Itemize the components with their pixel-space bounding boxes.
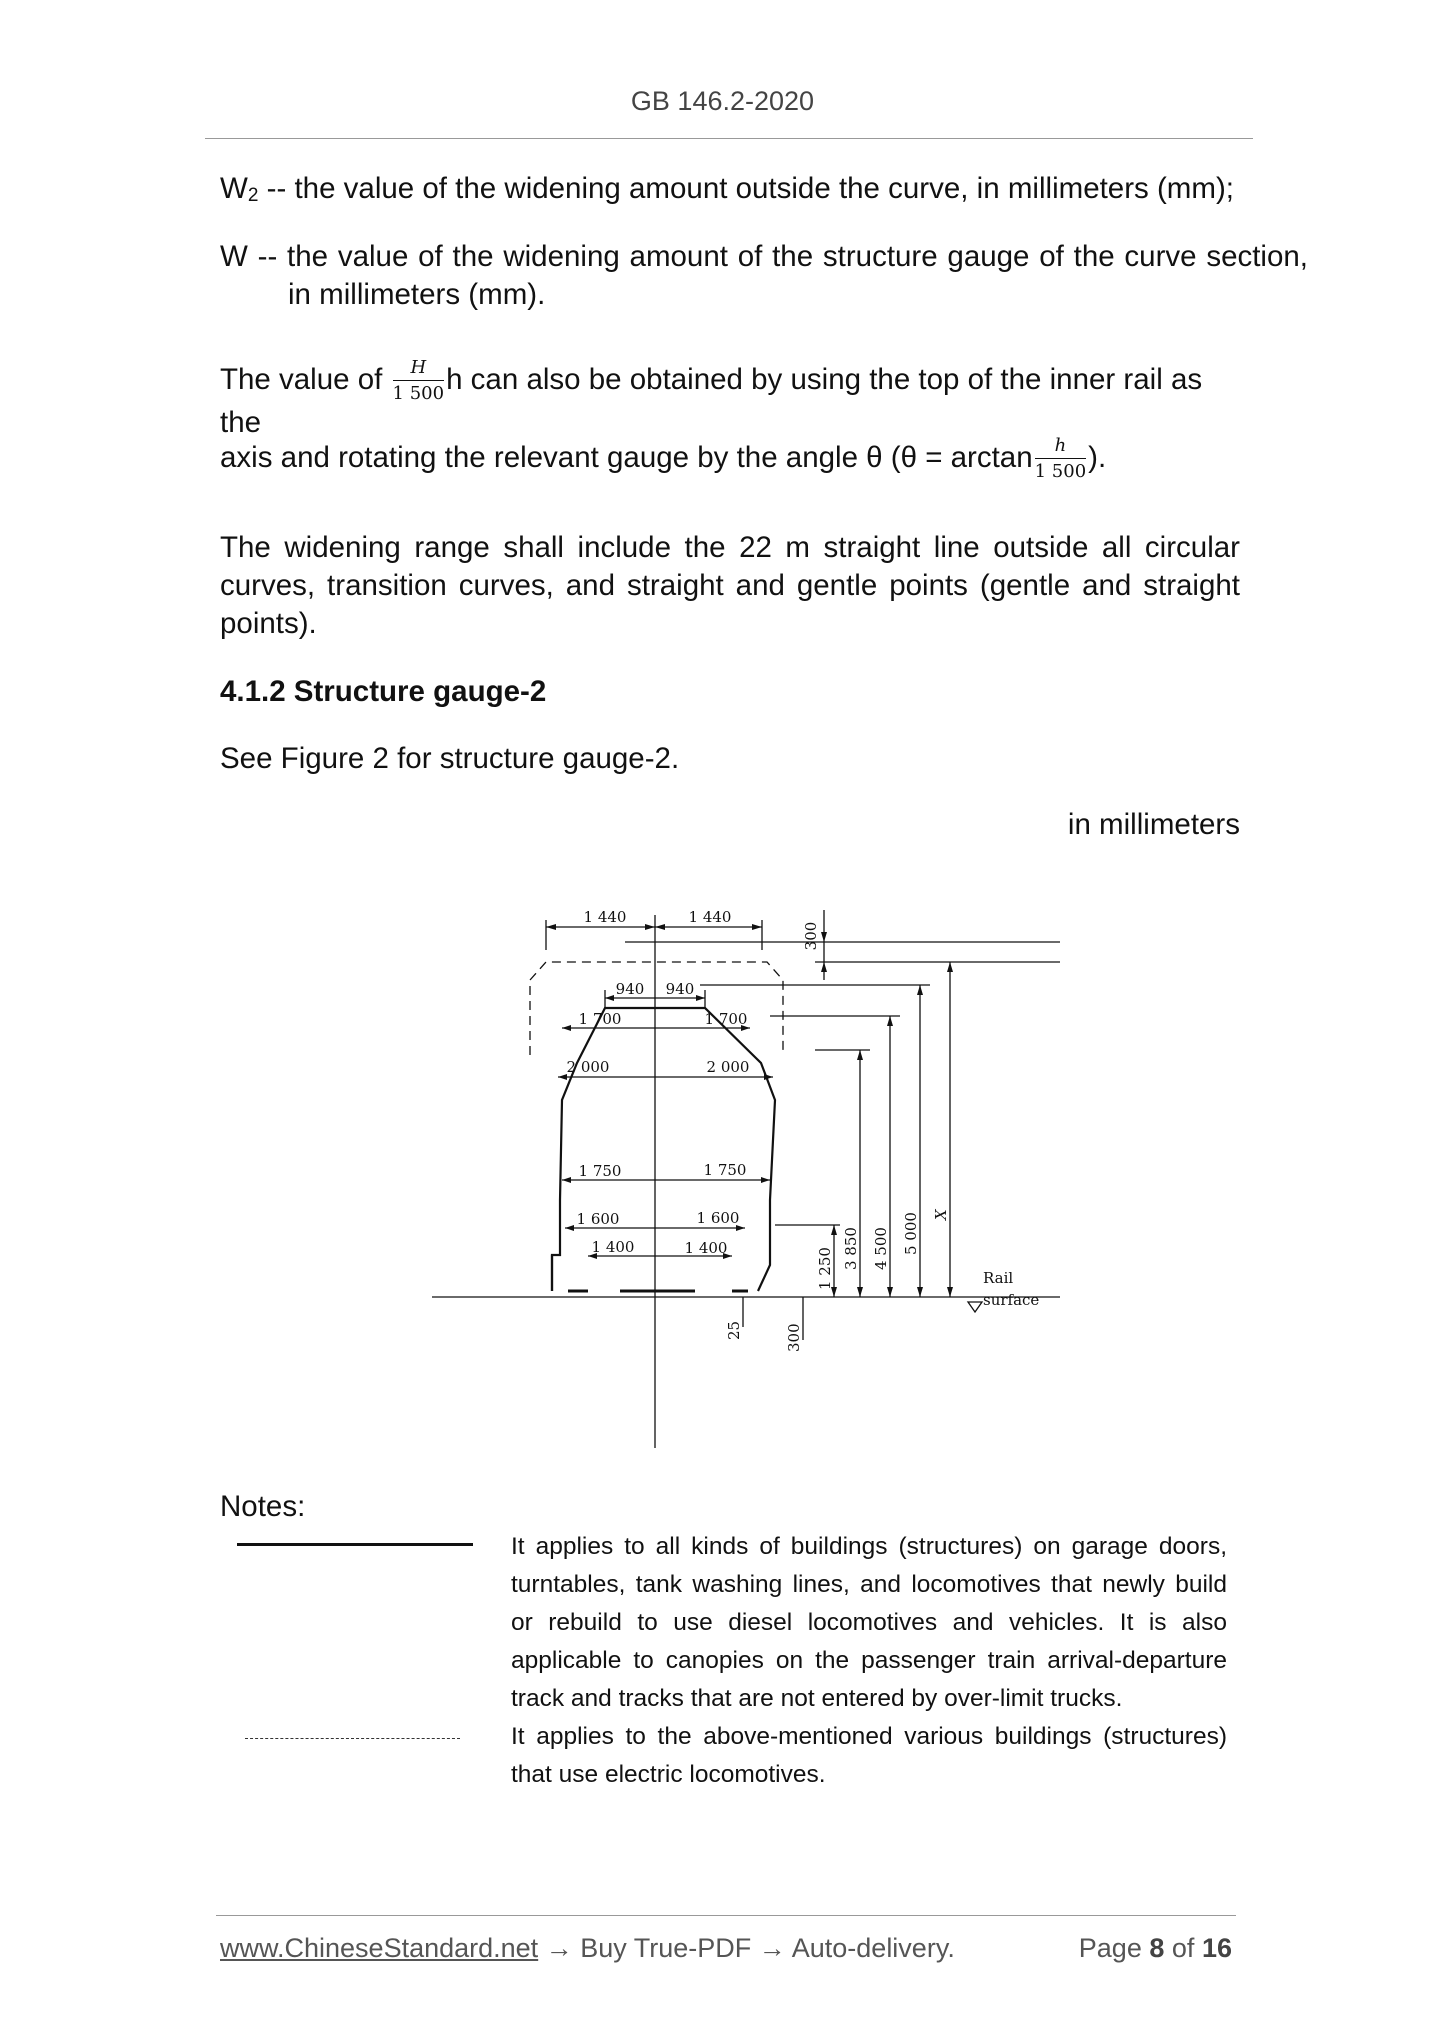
dim-base-left: 1 400 <box>591 1238 635 1256</box>
w2-subscript: 2 <box>247 185 259 206</box>
fraction-small-h-over-1500 <box>1035 436 1087 482</box>
fraction-numerator: H <box>393 358 445 381</box>
axis-paragraph <box>220 436 1240 482</box>
dim-below-25: 25 <box>725 1320 743 1340</box>
legend-solid-line <box>237 1543 473 1546</box>
document-header: GB 146.2-2020 <box>630 86 815 116</box>
axis-text-after: ). <box>1088 440 1107 474</box>
footer-divider <box>216 1915 1236 1916</box>
dim-lower-left: 1 750 <box>578 1162 622 1180</box>
rail-surface-marker <box>968 1302 982 1312</box>
fraction-h-over-1500 <box>393 358 445 404</box>
note-solid-line-text: It applies to all kinds of buildings (structures) on garage doors, turntables, tank washing lines, and locomotives that newly build or rebuild to use diesel locomotives and vehicles. It is also applicable to canopies on the passenger train arrival-departure track and tracks that are not entered by over-limit trucks. <box>511 1533 1227 1712</box>
w2-text: -- the value of the widening amount outside the curve, in millimeters (mm); <box>258 172 1234 205</box>
header-divider <box>205 138 1253 139</box>
fraction-denominator: 1 500 <box>1034 461 1087 482</box>
dim-top-left: 1 440 <box>583 908 627 926</box>
website-link[interactable]: www.ChineseStandard.net <box>220 1933 539 1963</box>
dim-below-300: 300 <box>785 1323 803 1352</box>
widening-range-paragraph: The widening range shall include the 22 m straight line outside all circular curves, transition curves, and straight and gentle points (gentle and straight points). <box>220 531 1240 640</box>
page-number: 8 <box>1149 1933 1165 1963</box>
rail-label-line1: Rail <box>983 1269 1014 1287</box>
gauge-outline-solid <box>552 1008 775 1291</box>
w2-symbol: W <box>220 172 248 205</box>
see-figure-text: See Figure 2 for structure gauge-2. <box>220 742 680 775</box>
dim-top-clearance: 300 <box>802 921 820 951</box>
unit-note: in millimeters <box>1067 808 1240 841</box>
dim-platform-right: 1 600 <box>696 1209 740 1227</box>
dim-base-right: 1 400 <box>684 1239 728 1257</box>
dim-lower-right: 1 750 <box>703 1161 747 1179</box>
dim-roof-right: 940 <box>665 980 695 998</box>
dim-height-3850: 3 850 <box>842 1227 860 1270</box>
dim-height-5000: 5 000 <box>902 1212 920 1255</box>
of-label: of <box>1171 1933 1195 1963</box>
w2-definition <box>220 170 1240 215</box>
note-dashed-line-text: It applies to the above-mentioned various buildings (structures) that use electric locomotives. <box>511 1723 1227 1788</box>
footer-tagline: → Buy True-PDF → Auto-delivery. <box>538 1933 955 1963</box>
page-footer <box>220 1933 1232 1964</box>
value-paragraph <box>220 358 1240 442</box>
page-label: Page <box>1078 1933 1142 1963</box>
fraction-numerator: h <box>1035 436 1087 459</box>
legend-dashed-line <box>245 1738 460 1739</box>
structure-gauge-figure <box>420 880 1070 1460</box>
page-indicator <box>1079 1933 1232 1964</box>
dim-height-x: X <box>932 1209 950 1220</box>
dim-shoulder-left: 1 700 <box>578 1010 622 1028</box>
dim-shoulder-right: 1 700 <box>704 1010 748 1028</box>
dim-platform-left: 1 600 <box>576 1210 620 1228</box>
axis-text-before: axis and rotating the relevant gauge by the angle θ (θ = arctan <box>220 440 1033 474</box>
dim-wall-right: 2 000 <box>706 1058 750 1076</box>
dim-height-4500: 4 500 <box>872 1227 890 1270</box>
value-text-before: The value of <box>220 362 391 396</box>
rail-label-line2: surface <box>983 1291 1040 1309</box>
value-text-after: h can also be obtained by using the top of the inner rail as the <box>220 362 1203 439</box>
dim-roof-left: 940 <box>615 980 645 998</box>
fraction-denominator: 1 500 <box>392 383 445 404</box>
section-heading: 4.1.2 Structure gauge-2 <box>220 675 547 708</box>
w-definition: W -- the value of the widening amount of the structure gauge of the curve section, in millimeters (mm). <box>220 240 1308 311</box>
page-total: 16 <box>1201 1933 1232 1963</box>
dim-wall-left: 2 000 <box>566 1058 610 1076</box>
dim-height-1250: 1 250 <box>816 1247 834 1290</box>
notes-title: Notes: <box>220 1490 306 1523</box>
dim-top-right: 1 440 <box>688 908 732 926</box>
